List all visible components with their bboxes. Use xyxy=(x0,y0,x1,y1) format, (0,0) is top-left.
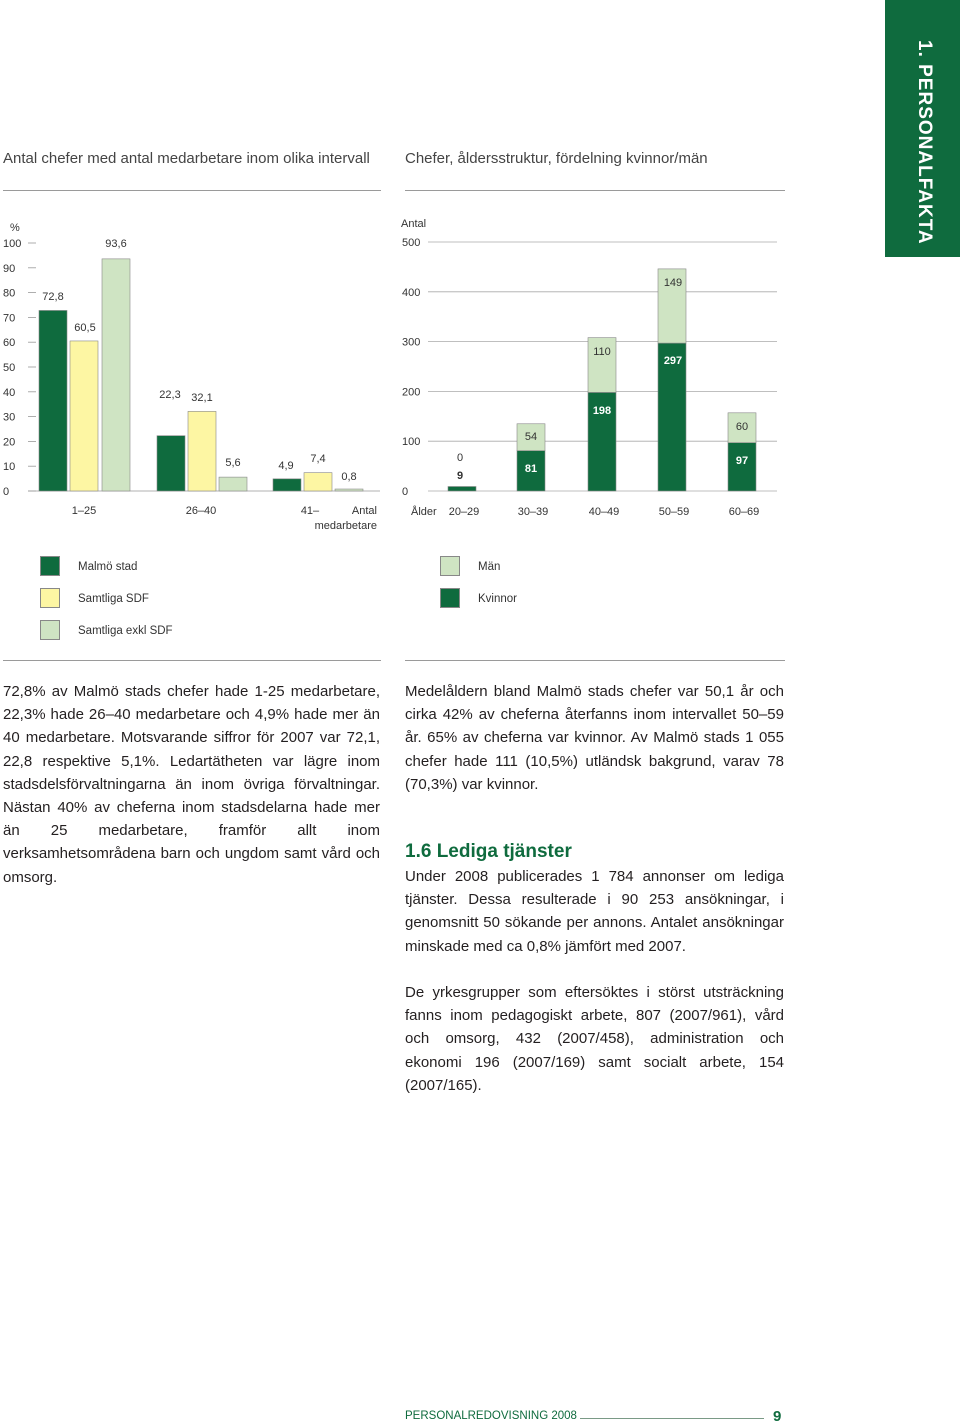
right-value-label-kvinnor: 297 xyxy=(663,355,683,367)
right-y-tick-label: 300 xyxy=(402,336,421,349)
left-bar xyxy=(70,341,98,491)
legend-swatch-kvinnor xyxy=(440,588,460,608)
right-y-tick-label: 0 xyxy=(402,486,409,498)
side-tab-label: 1. PERSONALFAKTA xyxy=(914,40,935,245)
footer-label: PERSONALREDOVISNING 2008 xyxy=(405,1410,577,1422)
right-y-tick-label: 400 xyxy=(402,286,421,299)
right-category-label: 20–29 xyxy=(448,506,480,518)
left-value-label: 93,6 xyxy=(105,238,127,250)
left-chart-unit: % xyxy=(10,222,20,234)
right-value-label-man: 54 xyxy=(524,431,538,443)
left-bar xyxy=(304,473,332,491)
right-title-rule xyxy=(405,190,785,191)
left-bar xyxy=(39,310,67,491)
left-y-tick-label: 100 xyxy=(3,238,22,250)
right-category-label: 30–39 xyxy=(517,506,549,518)
right-value-label-kvinnor: 81 xyxy=(524,463,538,475)
right-value-label-man: 60 xyxy=(735,421,749,433)
left-y-tick-label: 60 xyxy=(3,337,16,350)
left-x-axis-label: Antal xyxy=(351,505,377,517)
right-chart-title: Chefer, åldersstruktur, fördelning kvinnor/män xyxy=(405,150,708,167)
left-value-label: 4,9 xyxy=(278,460,294,472)
section-heading: 1.6 Lediga tjänster xyxy=(405,841,572,862)
left-bar xyxy=(102,259,130,491)
right-y-tick-label: 100 xyxy=(402,436,421,449)
right-value-label-man: 0 xyxy=(456,452,464,464)
left-y-tick-label: 40 xyxy=(3,386,16,399)
left-value-label: 22,3 xyxy=(159,389,181,401)
left-title-rule xyxy=(3,190,381,191)
right-value-label-kvinnor: 9 xyxy=(456,470,464,482)
left-chart-title: Antal chefer med antal medarbetare inom olika intervall xyxy=(3,150,370,167)
right-value-label-kvinnor: 198 xyxy=(592,405,612,417)
footer-rule xyxy=(580,1418,764,1419)
left-category-label: 26–40 xyxy=(185,505,217,517)
right-value-label-man: 149 xyxy=(663,277,683,289)
right-text-rule xyxy=(405,660,785,661)
left-bar xyxy=(219,477,247,491)
left-bar xyxy=(188,411,216,491)
left-y-tick-label: 50 xyxy=(3,362,16,374)
right-column-text-3 xyxy=(405,981,784,1097)
left-category-label: 1–25 xyxy=(71,505,97,517)
right-bar-kvinnor xyxy=(448,487,476,491)
left-text-rule xyxy=(3,660,381,661)
left-value-label: 32,1 xyxy=(191,392,213,404)
left-x-axis-label: medarbetare xyxy=(314,520,377,532)
left-bar xyxy=(335,489,363,491)
legend-label-malmo: Malmö stad xyxy=(78,561,138,573)
right-paragraph-3: De yrkesgrupper som eftersöktes i störst utsträckning fanns inom pedagogiskt arbete, 807 (2007/961), vård och omsorg, 432 (2007/458), administration och ekonomi 196 (2007/169) samt socialt arbete, 154 (2007/165). xyxy=(405,984,784,1094)
right-x-axis-label: Ålder xyxy=(411,506,437,518)
right-chart-unit: Antal xyxy=(401,218,427,230)
left-value-label: 7,4 xyxy=(310,453,326,465)
left-paragraph: 72,8% av Malmö stads chefer hade 1-25 medarbetare, 22,3% hade 26–40 medarbetare och 4,9% hade mer än 40 medarbetare. Motsvarande siffror för 2007 var 72,1, 22,8 respektive 5,1%. Ledartätheten var lägre inom stadsdelsförvaltningarna än inom övriga förvaltningar. Nästan 40% av cheferna inom stadsdelarna hade mer än 25 medarbetare, framför allt inom verksamhetsområdena barn och ungdom samt vård och omsorg. xyxy=(3,683,380,886)
right-column-text xyxy=(405,680,784,796)
legend-swatch-exkl xyxy=(40,620,60,640)
legend-swatch-man xyxy=(440,556,460,576)
left-y-tick-label: 90 xyxy=(3,262,16,275)
right-y-tick-label: 200 xyxy=(402,386,421,399)
legend-label-sdf: Samtliga SDF xyxy=(78,593,149,605)
right-category-label: 60–69 xyxy=(728,506,760,518)
left-y-tick-label: 30 xyxy=(3,411,16,424)
left-value-label: 72,8 xyxy=(42,291,64,303)
page-number: 9 xyxy=(773,1408,782,1425)
right-paragraph-2: Under 2008 publicerades 1 784 annonser om lediga tjänster. Dessa resulterade i 90 253 ansökningar, i genomsnitt 50 sökande per annons. Antalet ansökningar minskade med ca 0,8% jämfört med 2007. xyxy=(405,868,784,955)
legend-label-exkl: Samtliga exkl SDF xyxy=(78,625,173,637)
right-category-label: 40–49 xyxy=(588,506,620,518)
right-paragraph-1: Medelåldern bland Malmö stads chefer var 50,1 år och cirka 42% av cheferna återfanns inom intervallet 50–59 år. 65% av cheferna var kvinnor. Av Malmö stads 1 055 chefer hade 111 (10,5%) utländsk bakgrund, varav 78 (70,3%) var kvinnor. xyxy=(405,683,784,793)
legend-label-man: Män xyxy=(478,561,501,573)
left-category-label: 41– xyxy=(300,505,320,517)
left-bar xyxy=(157,436,185,491)
left-y-tick-label: 0 xyxy=(3,486,10,498)
left-bar xyxy=(273,479,301,491)
right-y-tick-label: 500 xyxy=(402,237,421,249)
left-y-tick-label: 70 xyxy=(3,312,16,325)
left-column-text xyxy=(3,680,380,889)
right-column-text-2 xyxy=(405,865,784,958)
legend-swatch-sdf xyxy=(40,588,60,608)
legend-swatch-malmo xyxy=(40,556,60,576)
left-y-tick-label: 10 xyxy=(3,461,16,474)
right-category-label: 50–59 xyxy=(658,506,690,518)
left-value-label: 60,5 xyxy=(74,322,96,334)
right-value-label-man: 110 xyxy=(593,346,611,358)
right-value-label-kvinnor: 97 xyxy=(735,455,749,467)
left-value-label: 5,6 xyxy=(225,457,241,469)
legend-label-kvinnor: Kvinnor xyxy=(478,593,517,605)
left-chart xyxy=(0,210,390,540)
left-y-tick-label: 80 xyxy=(3,287,16,300)
left-y-tick-label: 20 xyxy=(3,436,16,449)
left-value-label: 0,8 xyxy=(341,471,357,483)
right-chart xyxy=(395,210,790,540)
